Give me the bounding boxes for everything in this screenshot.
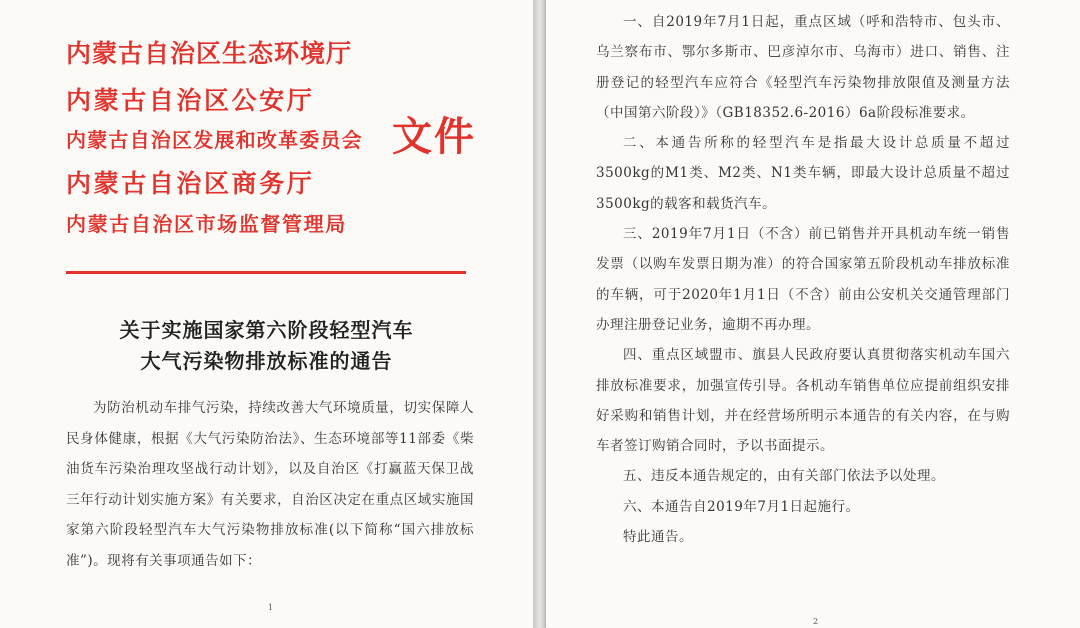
intro-section (66, 393, 474, 576)
document-label: 文件 (392, 114, 476, 160)
item-3: 三、2019年7月1日（不含）前已销售并开具机动车统一销售发票（以购车发票日期为准）的符合国家第五阶段机动车排放标准的车辆，可于2020年1月1日（不含）前由公安机关交通管理部门办理注册登记业务，逾期不再办理。 (596, 226, 1010, 333)
issuer-development-reform: 内蒙古自治区发展和改革委员会 (66, 128, 363, 152)
issuer-commerce: 内蒙古自治区商务厅 (66, 169, 315, 198)
page-number-left: 1 (268, 603, 274, 612)
item-4: 四、重点区域盟市、旗县人民政府要认真贯彻落实机动车国六排放标准要求，加强宣传引导。各机动车销售单位应提前组织安排好采购和销售计划，并在经营场所明示本通告的有关内容，在与购车者签订购销合同时，予以书面提示。 (596, 347, 1010, 455)
document-page-left (0, 0, 533, 628)
item-1: 一、自2019年7月1日起，重点区域（呼和浩特市、包头市、乌兰察布市、鄂尔多斯市、巴彦淖尔市、乌海市）进口、销售、注册登记的轻型汽车应符合《轻型汽车污染物排放限值及测量方法（中国第六阶段）》（GB18352.6-2016）6a阶段标准要求。 (596, 14, 1010, 121)
page-gutter (533, 0, 546, 628)
item-6: 六、本通告自2019年7月1日起施行。 (623, 498, 860, 515)
title-line-2: 大气污染物排放标准的通告 (140, 349, 393, 373)
issuer-ecology-environment: 内蒙古自治区生态环境厅 (66, 39, 353, 68)
items-section (596, 7, 1010, 552)
page-number-right: 2 (813, 617, 819, 626)
intro-paragraph: 为防治机动车排气污染，持续改善大气环境质量，切实保障人民身体健康，根据《大气污染防治法》、生态环境部等11部委《柴油货车污染治理攻坚战行动计划》，以及自治区《打赢蓝天保卫战三年行动计划实施方案》有关要求，自治区决定在重点区域实施国家第六阶段轻型汽车大气污染物排放标准(以下简称“国六排放标准”)。现将有关事项通告如下： (66, 400, 474, 569)
red-divider (66, 271, 466, 274)
issuer-public-security: 内蒙古自治区公安厅 (66, 86, 315, 115)
issuer-market-regulation: 内蒙古自治区市场监督管理局 (66, 212, 347, 236)
title-line-1: 关于实施国家第六阶段轻型汽车 (119, 318, 414, 342)
item-2: 二、本通告所称的轻型汽车是指最大设计总质量不超过3500kg的M1类、M2类、N1类车辆，即最大设计总质量不超过3500kg的载客和载货汽车。 (596, 135, 1010, 212)
item-5: 五、违反本通告规定的，由有关部门依法予以处理。 (623, 468, 945, 485)
closing-line: 特此通告。 (623, 529, 693, 546)
